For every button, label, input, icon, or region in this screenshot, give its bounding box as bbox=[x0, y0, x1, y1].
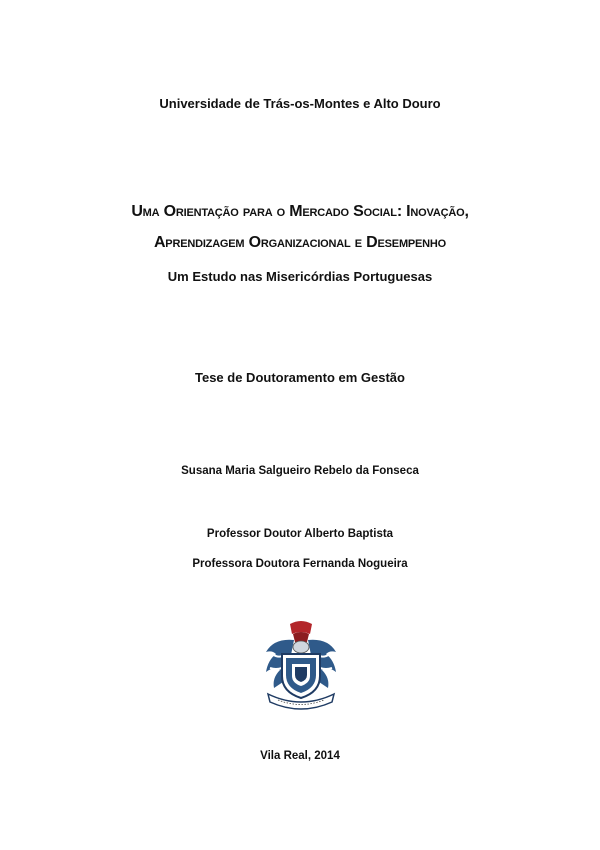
author-name: Susana Maria Salgueiro Rebelo da Fonseca bbox=[181, 465, 419, 477]
university-name: Universidade de Trás-os-Montes e Alto Douro bbox=[159, 96, 441, 111]
supervisor-1: Professor Doutor Alberto Baptista bbox=[206, 528, 394, 540]
thesis-title-line-1: Uma Orientação para o Mercado Social: Inovação, bbox=[131, 203, 469, 220]
thesis-type: Tese de Doutoramento em Gestão bbox=[195, 370, 405, 385]
thesis-title-line-2: Aprendizagem Organizacional e Desempenho bbox=[153, 234, 447, 251]
supervisor-2: Professora Doutora Fernanda Nogueira bbox=[192, 558, 408, 570]
thesis-title bbox=[0, 196, 600, 258]
university-crest-icon bbox=[260, 620, 342, 710]
place-and-date: Vila Real, 2014 bbox=[260, 750, 340, 762]
thesis-subtitle: Um Estudo nas Misericórdias Portuguesas bbox=[167, 269, 433, 284]
